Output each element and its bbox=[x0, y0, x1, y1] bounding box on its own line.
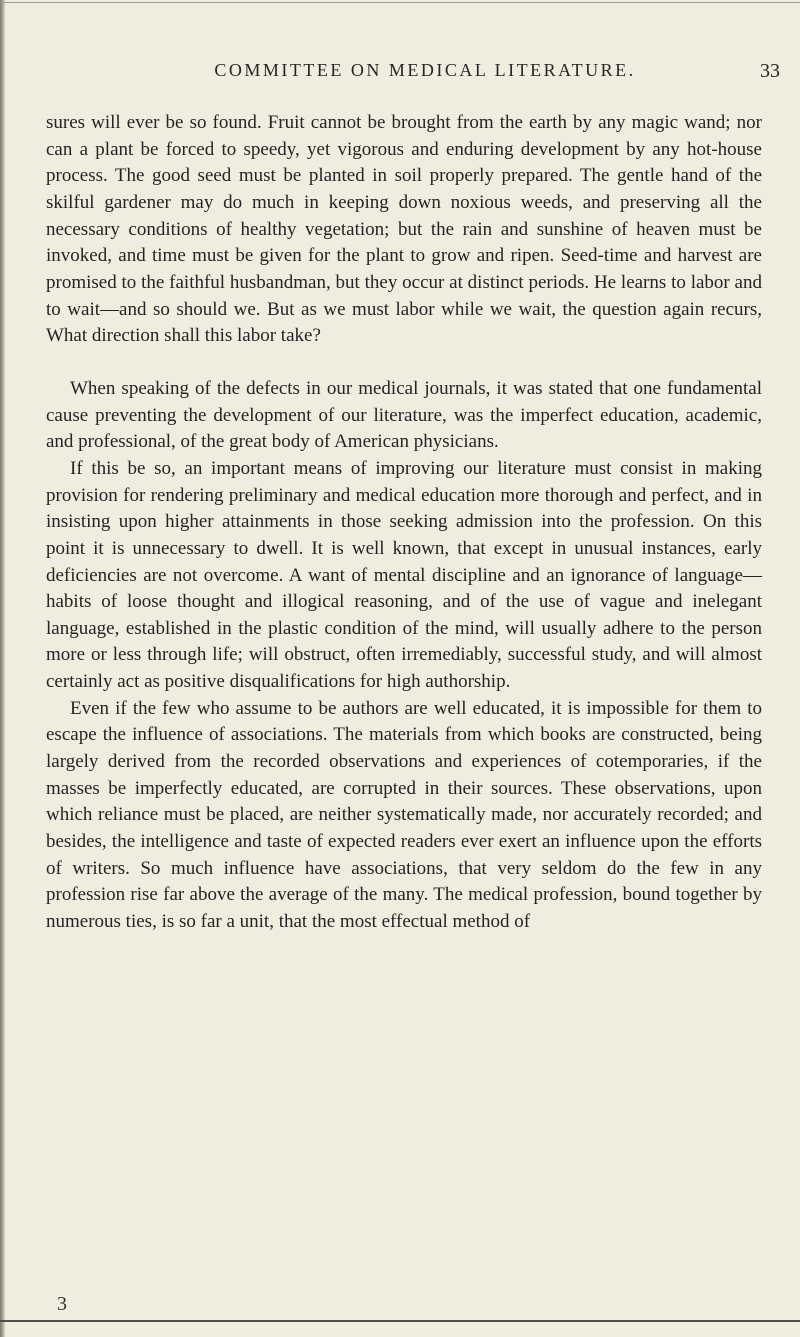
paragraph-1: sures will ever be so found. Fruit cannot be brought from the earth by any magic wand; nor can a plant be forced to speedy, yet vigorous and enduring development by any hot-house process. The good seed must be planted in soil properly prepared. The gentle hand of the skilful gardener may do much in keeping down noxious weeds, and preserving all the necessary conditions of healthy vegetation; but the rain and sunshine of heaven must be invoked, and time must be given for the plant to grow and ripen. Seed-time and harvest are promised to the faithful husbandman, but they occur at distinct periods. He learns to labor and to wait—and so should we. But as we must labor while we wait, the question again recurs, What direction shall this labor take? bbox=[46, 112, 762, 347]
paragraph-3: If this be so, an important means of improving our literature must consist in making provision for rendering preliminary and medical education more thorough and perfect, and in insisting upon higher attainments in those seeking admission into the profession. On this point it is unnecessary to dwell. It is well known, that except in unusual instances, early deficiencies are not overcome. A want of mental discipline and an ignorance of language—habits of loose thought and illogical reasoning, and of the use of vague and inelegant language, established in the plastic condition of the mind, will usually adhere to the person more or less through life; will obstruct, often irremediably, successful study, and will almost certainly act as positive disqualifications for high authorship. bbox=[46, 457, 762, 693]
binding-shadow bbox=[0, 0, 5, 1337]
paragraph-2: When speaking of the defects in our medical journals, it was stated that one fundamental cause preventing the development of our literature, was the imperfect education, academic, and professional, of the great body of American physicians. bbox=[46, 377, 762, 453]
body-text bbox=[46, 110, 762, 936]
bottom-edge-rule bbox=[0, 1320, 800, 1322]
page-number: 33 bbox=[760, 60, 780, 82]
paragraph-4: Even if the few who assume to be authors are well educated, it is impossible for them to escape the influence of associations. The materials from which books are constructed, being largely derived from the recorded observations and experiences of cotemporaries, if the masses be imperfectly educated, are corrupted in their sources. These observations, upon which reliance must be placed, are neither systematically made, nor accurately recorded; and besides, the intelligence and taste of expected readers ever exert an influence upon the efforts of writers. So much influence have associations, that very seldom do the few in any profession rise far above the average of the many. The medical profession, bound together by numerous ties, is so far a unit, that the most effectual method of bbox=[46, 697, 762, 933]
running-head-title: COMMITTEE ON MEDICAL LITERATURE. bbox=[214, 60, 636, 80]
signature-mark: 3 bbox=[57, 1293, 67, 1315]
top-edge-rule bbox=[0, 2, 800, 3]
running-head bbox=[70, 60, 800, 90]
